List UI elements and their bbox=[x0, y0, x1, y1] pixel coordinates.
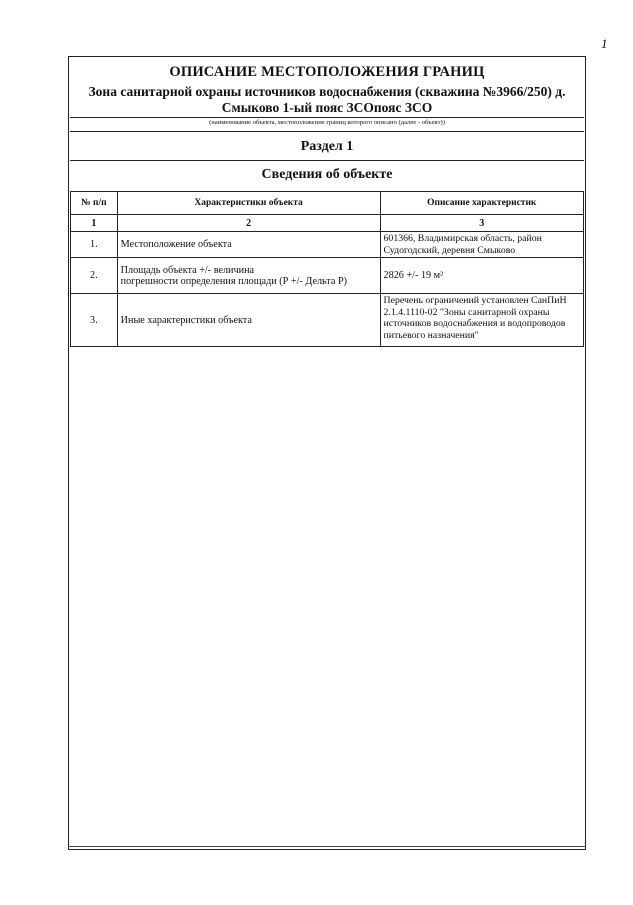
header-cell-characteristic: Характеристики объекта bbox=[117, 192, 380, 215]
row-description: Перечень ограничений установлен СанПиН 2.1.4.1110-02 "Зоны санитарной охраны источников водоснабжения и водопроводов питьевого назначения" bbox=[380, 294, 583, 347]
document-title: ОПИСАНИЕ МЕСТОПОЛОЖЕНИЯ ГРАНИЦ bbox=[169, 64, 485, 80]
table-row bbox=[71, 258, 584, 294]
table-row bbox=[71, 294, 584, 347]
divider-1 bbox=[70, 131, 584, 132]
object-name-line2: Смыково 1-ый пояс ЗСОпояс ЗСО bbox=[221, 100, 433, 115]
section-title: Раздел 1 bbox=[300, 139, 354, 154]
row-characteristic bbox=[117, 258, 380, 294]
row-characteristic: Местоположение объекта bbox=[117, 232, 380, 258]
column-number-3: 3 bbox=[380, 215, 583, 232]
section-subtitle: Сведения об объекте bbox=[261, 167, 393, 182]
row-description: 2826 +/- 19 м² bbox=[380, 258, 583, 294]
column-number-row bbox=[71, 215, 584, 232]
row-number: 1. bbox=[71, 232, 118, 258]
page-number: 1 bbox=[601, 36, 608, 51]
column-number-2: 2 bbox=[117, 215, 380, 232]
object-name-line1: Зона санитарной охраны источников водоснабжения (скважина №3966/250) д. bbox=[88, 84, 566, 99]
object-name-underline bbox=[70, 117, 584, 118]
table-row bbox=[71, 232, 584, 258]
row-number: 3. bbox=[71, 294, 118, 347]
row-description: 601366, Владимирская область, район Судогодский, деревня Смыково bbox=[380, 232, 583, 258]
header-cell-description: Описание характеристик bbox=[380, 192, 583, 215]
column-number-1: 1 bbox=[71, 215, 118, 232]
object-caption: (наименование объекта, местоположение границ которого описано (далее - объект)) bbox=[209, 119, 445, 126]
object-info-table bbox=[70, 191, 584, 347]
table-header-row bbox=[71, 192, 584, 215]
header-cell-number: № п/п bbox=[71, 192, 118, 215]
frame-bottom-line bbox=[68, 846, 586, 847]
row-number: 2. bbox=[71, 258, 118, 294]
divider-2 bbox=[70, 160, 584, 161]
row-characteristic: Иные характеристики объекта bbox=[117, 294, 380, 347]
object-name bbox=[70, 84, 584, 116]
row-characteristic-line1: Площадь объекта +/- величина bbox=[120, 264, 255, 276]
row-characteristic-line2: погрешности определения площади (Р +/- Дельта Р) bbox=[120, 275, 348, 287]
